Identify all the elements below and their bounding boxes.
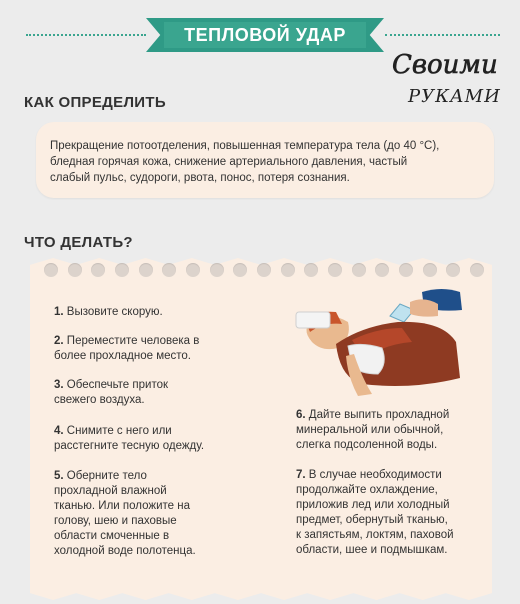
hole-icon: [281, 263, 295, 277]
header-dotted-line-right: [385, 34, 500, 36]
hole-icon: [233, 263, 247, 277]
symptoms-text: [50, 138, 480, 186]
step-text: более прохладное место.: [54, 350, 192, 362]
step-text: холодной воде полотенца.: [54, 545, 196, 557]
step-3: [54, 378, 274, 408]
step-text: к запястьям, локтям, паховой: [296, 529, 454, 541]
step-number: 7.: [296, 469, 306, 481]
section-heading-how-to-detect: КАК ОПРЕДЕЛИТЬ: [24, 94, 166, 111]
symptoms-line: Прекращение потоотделения, повышенная температура тела (до 40 °C),: [50, 140, 440, 152]
step-5: [54, 469, 284, 559]
hole-icon: [257, 263, 271, 277]
step-text: области смоченные в: [54, 530, 170, 542]
hole-icon: [44, 263, 58, 277]
logo-line1: Своими: [392, 50, 498, 80]
step-number: 6.: [296, 409, 306, 421]
step-text: Переместите человека в: [66, 335, 200, 347]
step-text: области, шее и подмышкам.: [296, 544, 448, 556]
step-number: 2.: [54, 335, 64, 347]
section-heading-what-to-do: ЧТО ДЕЛАТЬ?: [24, 234, 133, 251]
symptoms-line: бледная горячая кожа, снижение артериального давления, частый: [50, 156, 408, 168]
step-4: [54, 424, 284, 454]
hole-icon: [470, 263, 484, 277]
step-text: Вызовите скорую.: [66, 306, 163, 318]
step-text: слегка подсоленной воды.: [296, 439, 438, 451]
step-number: 4.: [54, 425, 64, 437]
step-text: предмет, обернутый тканью,: [296, 514, 448, 526]
step-text: минеральной или обычной,: [296, 424, 444, 436]
step-2: [54, 334, 274, 364]
step-7: [296, 468, 486, 558]
step-6: [296, 408, 486, 453]
step-text: Обеспечьте приток: [66, 379, 169, 391]
hole-icon: [352, 263, 366, 277]
first-aid-illustration: [292, 282, 468, 400]
step-number: 3.: [54, 379, 64, 391]
hole-icon: [162, 263, 176, 277]
hole-icon: [91, 263, 105, 277]
notebook-holes: [44, 263, 484, 281]
hole-icon: [139, 263, 153, 277]
step-text: свежего воздуха.: [54, 394, 145, 406]
symptoms-card: [36, 122, 494, 198]
page-title: ТЕПЛОВОЙ УДАР: [164, 22, 366, 48]
step-1: [54, 305, 274, 320]
hole-icon: [423, 263, 437, 277]
step-text: голову, шею и паховые: [54, 515, 177, 527]
step-text: продолжайте охлаждение,: [296, 484, 438, 496]
hole-icon: [446, 263, 460, 277]
step-text: расстегните тесную одежду.: [54, 440, 205, 452]
brand-logo: [392, 50, 501, 116]
step-number: 1.: [54, 306, 64, 318]
header-dotted-line-left: [26, 34, 146, 36]
step-text: В случае необходимости: [308, 469, 442, 481]
hole-icon: [68, 263, 82, 277]
step-text: тканью. Или положите на: [54, 500, 190, 512]
hole-icon: [399, 263, 413, 277]
step-text: приложив лед или холодный: [296, 499, 450, 511]
hole-icon: [304, 263, 318, 277]
hole-icon: [328, 263, 342, 277]
step-text: прохладной влажной: [54, 485, 167, 497]
step-text: Оберните тело: [66, 470, 147, 482]
logo-line2: РУКАМИ: [408, 86, 501, 107]
step-number: 5.: [54, 470, 64, 482]
hole-icon: [186, 263, 200, 277]
step-text: Дайте выпить прохладной: [308, 409, 450, 421]
hole-icon: [375, 263, 389, 277]
symptoms-line: слабый пульс, судороги, рвота, понос, потеря сознания.: [50, 172, 350, 184]
hole-icon: [210, 263, 224, 277]
step-text: Снимите с него или: [66, 425, 172, 437]
hole-icon: [115, 263, 129, 277]
